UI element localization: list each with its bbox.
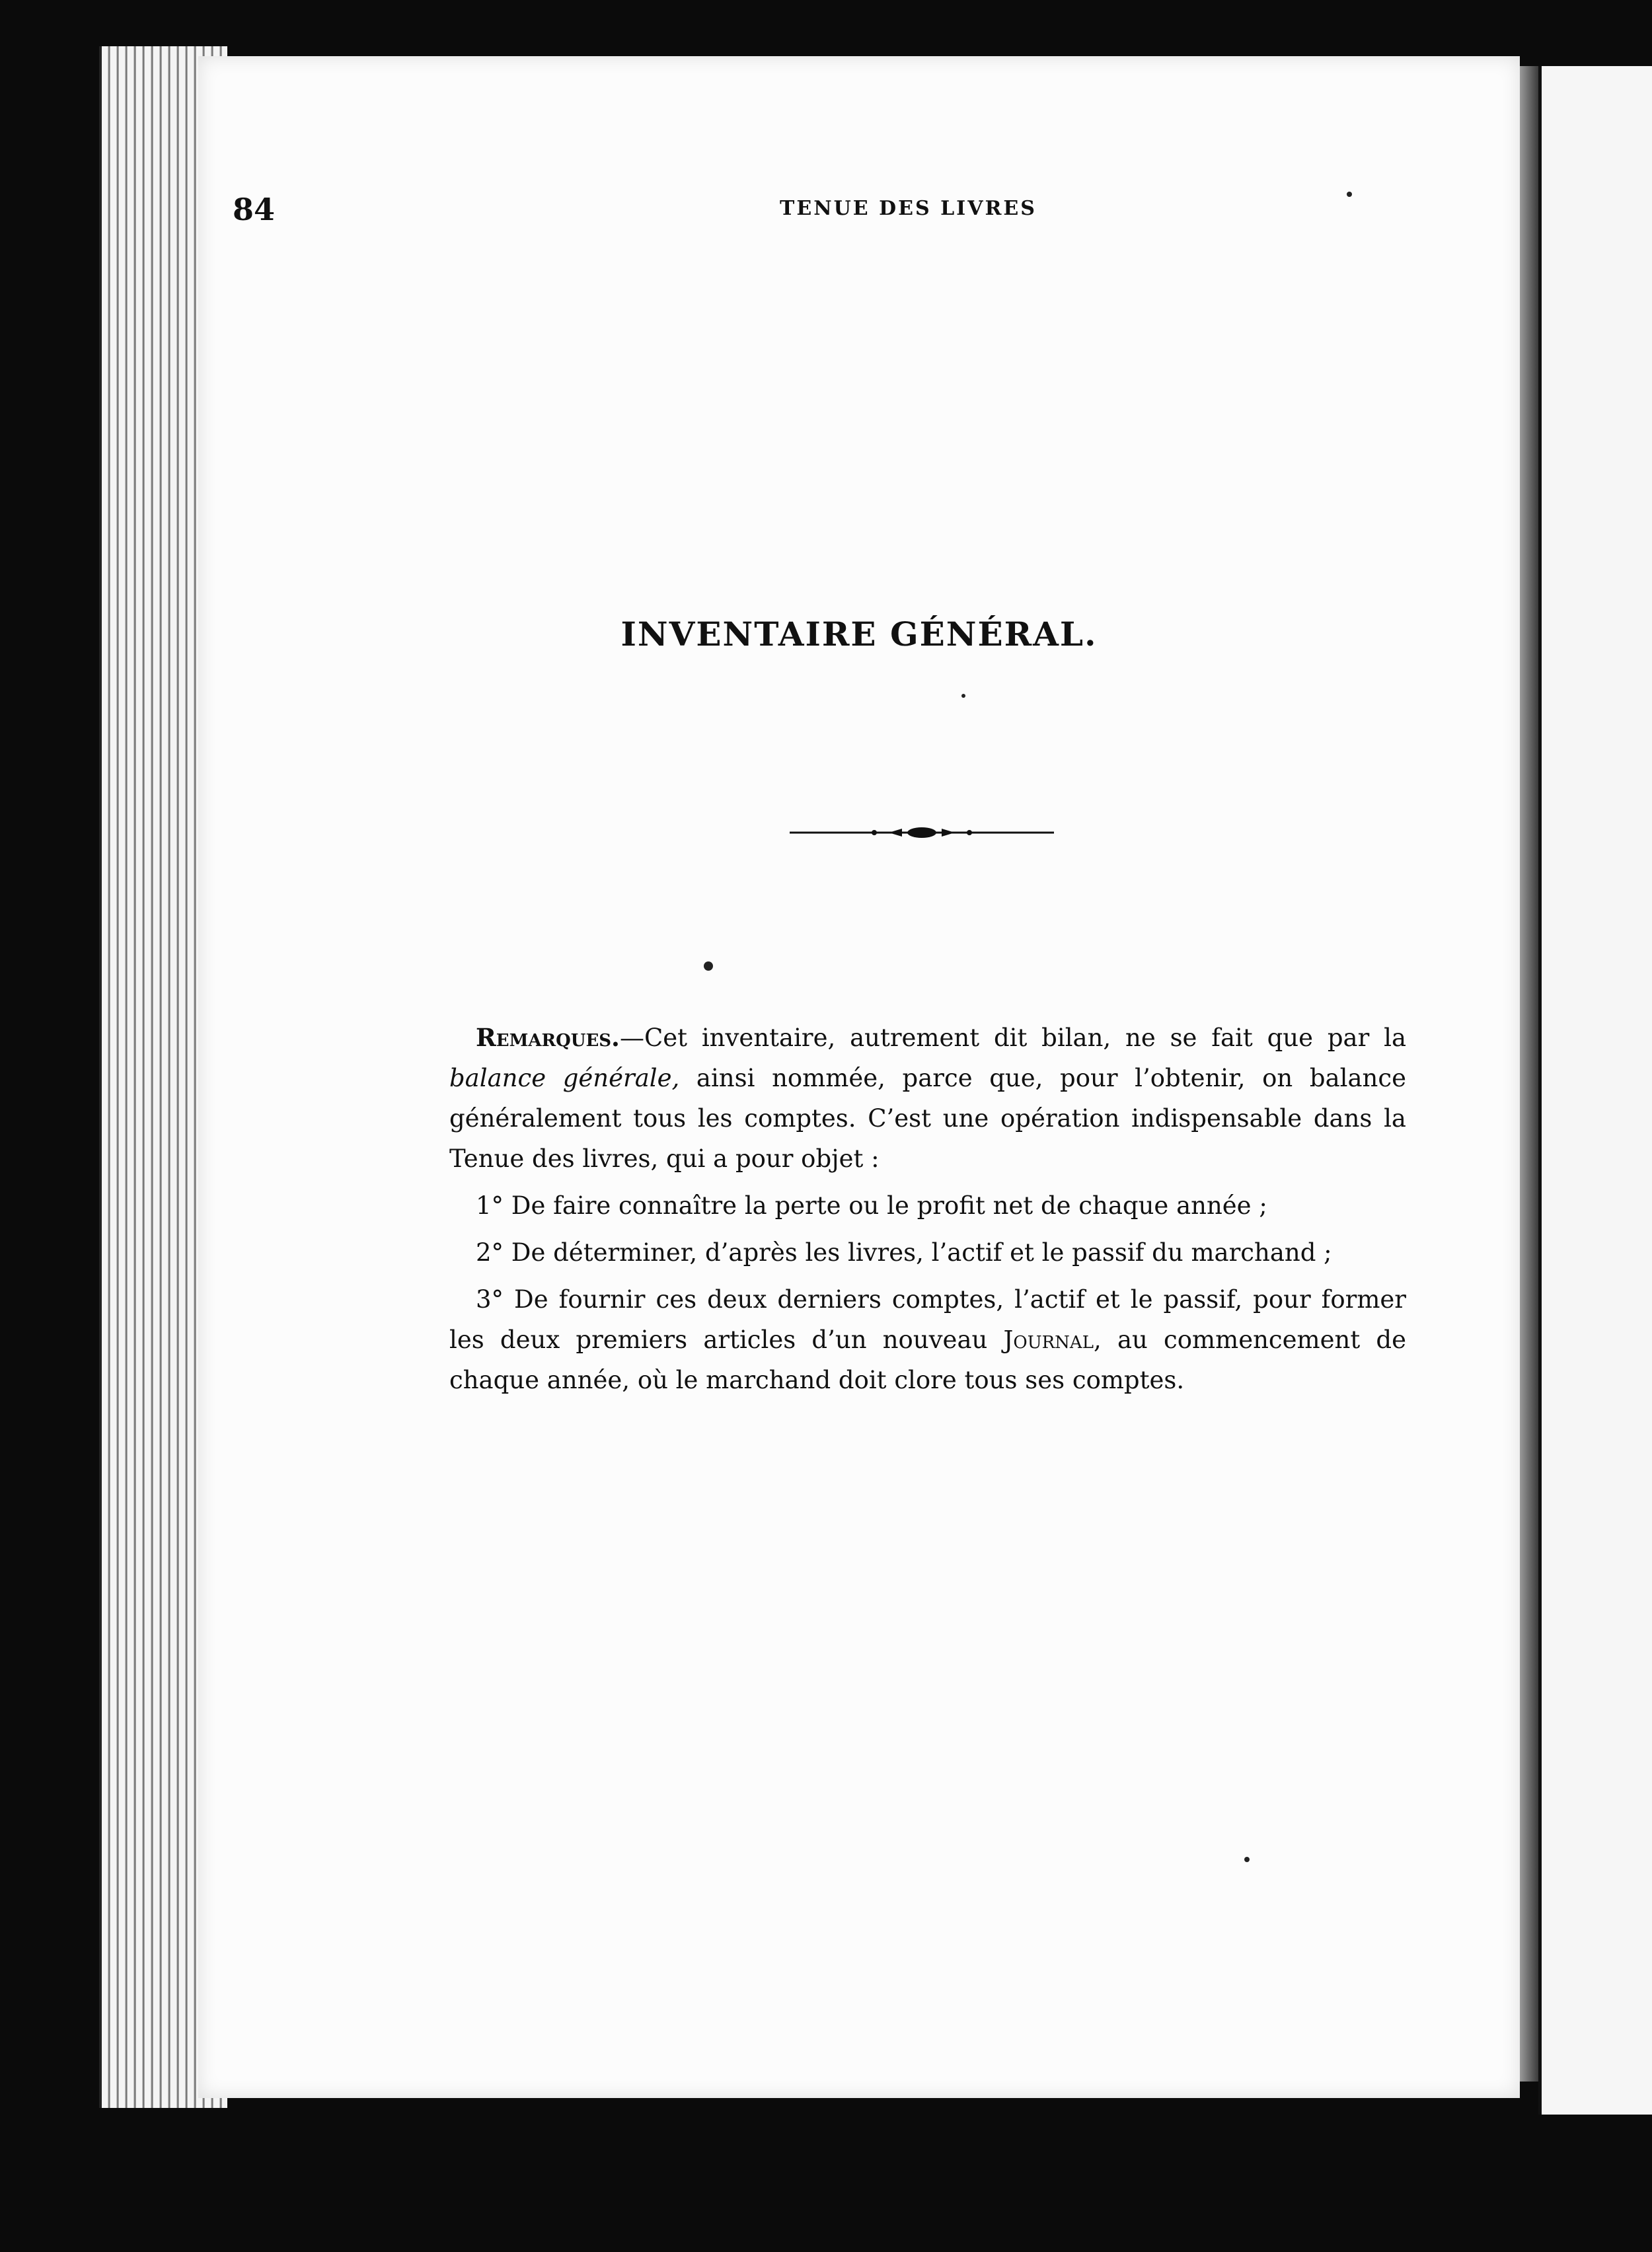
body-text — [449, 1018, 1406, 1407]
remarks-text-1: —Cet inventaire, autrement dit bilan, ne se fait que par la — [619, 1024, 1406, 1052]
list-item-1: 1° De faire connaître la perte ou le profit net de chaque année ; — [476, 1191, 1267, 1220]
item3-text-1: 3° De fournir ces deux derniers comptes, l’actif et le passif, pour former les deux premiers articles d’un nouveau — [449, 1285, 1406, 1354]
book-binding — [1520, 66, 1538, 2082]
remarks-text-2: ainsi nommée, parce que, pour l’obtenir, on balance généralement tous les comptes. C’est une opération indispensable dans la Tenue des livres, qui a pour objet : — [449, 1064, 1406, 1173]
facing-page — [1538, 66, 1652, 2115]
item3-text-2: au commencement de chaque année, où le marchand doit clore tous ses comptes. — [449, 1326, 1406, 1394]
remarks-paragraph — [449, 1018, 1406, 1179]
running-title: TENUE DES LIVRES — [780, 197, 1037, 220]
running-head — [233, 192, 1422, 231]
page-number: 84 — [233, 192, 276, 227]
ink-speck — [1244, 1857, 1250, 1862]
ink-speck — [961, 694, 965, 698]
remarks-lead: Remarques. — [476, 1023, 620, 1052]
list-item-2: 2° De déterminer, d’après les livres, l’actif et le passif du marchand ; — [476, 1238, 1332, 1267]
remarks-emphasis: balance générale, — [449, 1064, 680, 1092]
ink-speck — [1347, 192, 1352, 197]
ink-speck — [704, 961, 713, 971]
ornament-rule — [790, 823, 1054, 843]
list-item-3 — [449, 1279, 1406, 1400]
section-title: INVENTAIRE GÉNÉRAL. — [620, 615, 1098, 654]
item3-journal: Journal, — [1003, 1326, 1102, 1354]
